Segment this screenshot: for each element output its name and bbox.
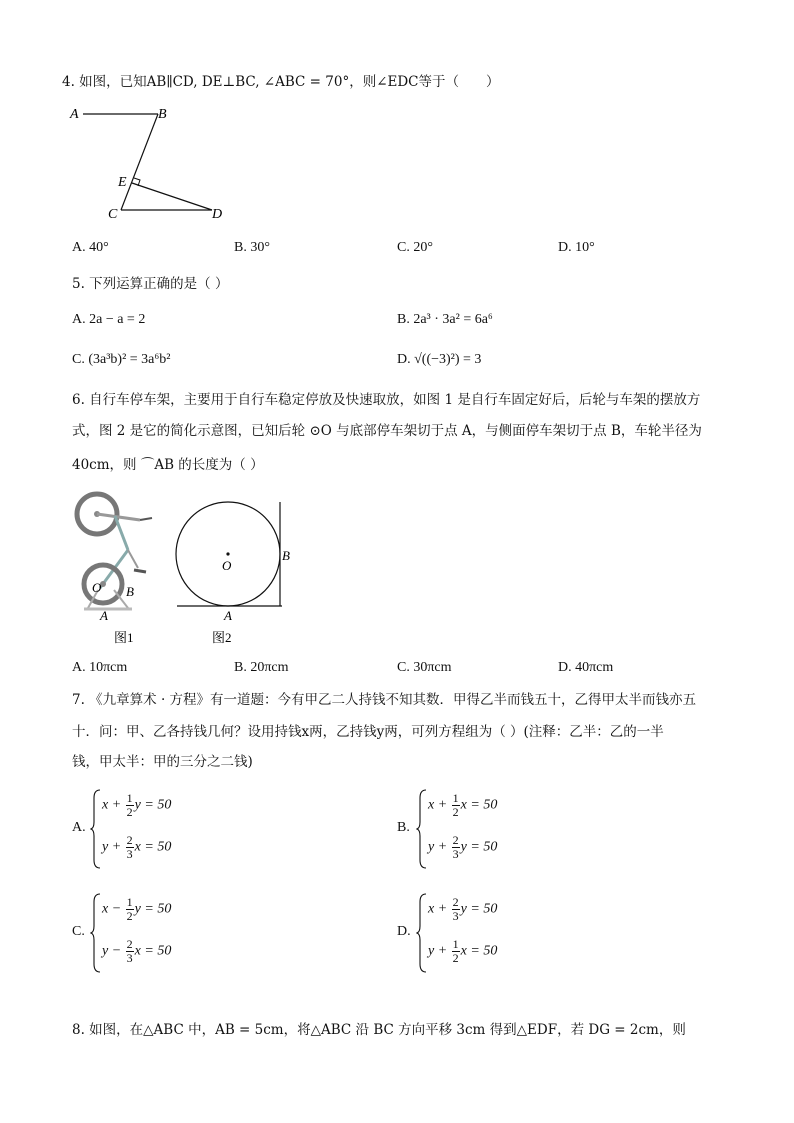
q5-option-b[interactable]: B. 2a³ · 3a² = 6a⁶ <box>397 312 493 327</box>
q7-option-b-system[interactable]: x + $\frac{1}{2}$ x = 50 y + $\frac{2}{3}$ y = 50 <box>416 788 536 870</box>
q4-option-b[interactable]: B. 30° <box>234 240 270 255</box>
q4-stem: 4. 如图，已知AB∥CD, DE⊥BC, ∠ABC = 70°，则∠EDC等于（ ） <box>62 74 500 90</box>
q4-option-d[interactable]: D. 10° <box>558 240 595 255</box>
fig2-label-b: B <box>282 548 290 563</box>
q7-option-b-letter[interactable]: B. <box>397 820 410 835</box>
q7-line2: 十．问：甲、乙各持钱几何？设用持钱x两，乙持钱y两，可列方程组为（ ）(注释：乙半：乙的一半 <box>72 724 664 740</box>
q7-option-d-letter[interactable]: D. <box>397 924 411 939</box>
q5-option-d[interactable]: D. √((−3)²) = 3 <box>397 352 482 367</box>
q7-option-a-system[interactable]: x + $\frac{1}{2}$ y = 50 y + $\frac{2}{3}$ x = 50 <box>90 788 210 870</box>
q6-line2: 式，图 2 是它的简化示意图，已知后轮 ⊙O 与底部停车架切于点 A，与侧面停车架切于点 B，车轮半径为 <box>72 423 702 439</box>
center-point <box>226 552 229 555</box>
fig1-label-o: O <box>92 580 102 595</box>
q7-line1: 7. 《九章算术 · 方程》有一道题：今有甲乙二人持钱不知其数．甲得乙半而钱五十，乙得甲太半而钱亦五 <box>72 692 697 708</box>
q6-option-c[interactable]: C. 30πcm <box>397 660 452 675</box>
q6-line3: 40cm，则 ⌒AB 的长度为（ ） <box>72 457 264 473</box>
segment-ed <box>132 183 212 210</box>
brace-icon <box>90 892 102 974</box>
label-a: A <box>70 107 79 122</box>
brace-icon <box>416 788 428 870</box>
q8-stem: 8. 如图，在△ABC 中，AB = 5cm，将△ABC 沿 BC 方向平移 3cm 得到△EDF，若 DG = 2cm，则 <box>72 1022 686 1038</box>
fig2-caption: 图2 <box>212 630 232 645</box>
fig1-caption: 图1 <box>114 630 134 645</box>
label-d: D <box>212 207 223 222</box>
brace-icon <box>416 892 428 974</box>
segment-bc <box>121 114 158 210</box>
q6-option-a[interactable]: A. 10πcm <box>72 660 128 675</box>
q7-line3: 钱，甲太半：甲的三分之二钱) <box>72 754 253 770</box>
q4-option-a[interactable]: A. 40° <box>72 240 109 255</box>
q6-line1: 6. 自行车停车架，主要用于自行车稳定停放及快速取放，如图 1 是自行车固定好后，后轮与车架的摆放方 <box>72 392 701 408</box>
q7-option-c-letter[interactable]: C. <box>72 924 85 939</box>
q6-option-d[interactable]: D. 40πcm <box>558 660 614 675</box>
brace-icon <box>90 788 102 870</box>
fig1-label-b: B <box>126 584 134 599</box>
label-b: B <box>158 107 167 122</box>
q7-option-c-system[interactable]: x − $\frac{1}{2}$ y = 50 y − $\frac{2}{3}$ x = 50 <box>90 892 210 974</box>
q4-option-c[interactable]: C. 20° <box>397 240 433 255</box>
q6-option-b[interactable]: B. 20πcm <box>234 660 289 675</box>
label-e: E <box>118 175 127 190</box>
fig2-label-o: O <box>222 558 232 573</box>
q5-option-c[interactable]: C. (3a³b)² = 3a⁶b² <box>72 352 171 367</box>
fig1-label-a: A <box>100 608 108 623</box>
q5-option-a[interactable]: A. 2a − a = 2 <box>72 312 146 327</box>
q4-figure <box>66 104 236 224</box>
label-c: C <box>108 207 118 222</box>
fig2-label-a: A <box>224 608 232 623</box>
q6-figure2-diagram <box>172 498 302 650</box>
q6-figure1-bicycle <box>70 490 170 650</box>
q5-stem: 5. 下列运算正确的是（ ） <box>72 276 229 292</box>
q7-option-d-system[interactable]: x + $\frac{2}{3}$ y = 50 y + $\frac{1}{2}$ x = 50 <box>416 892 536 974</box>
q7-option-a-letter[interactable]: A. <box>72 820 86 835</box>
